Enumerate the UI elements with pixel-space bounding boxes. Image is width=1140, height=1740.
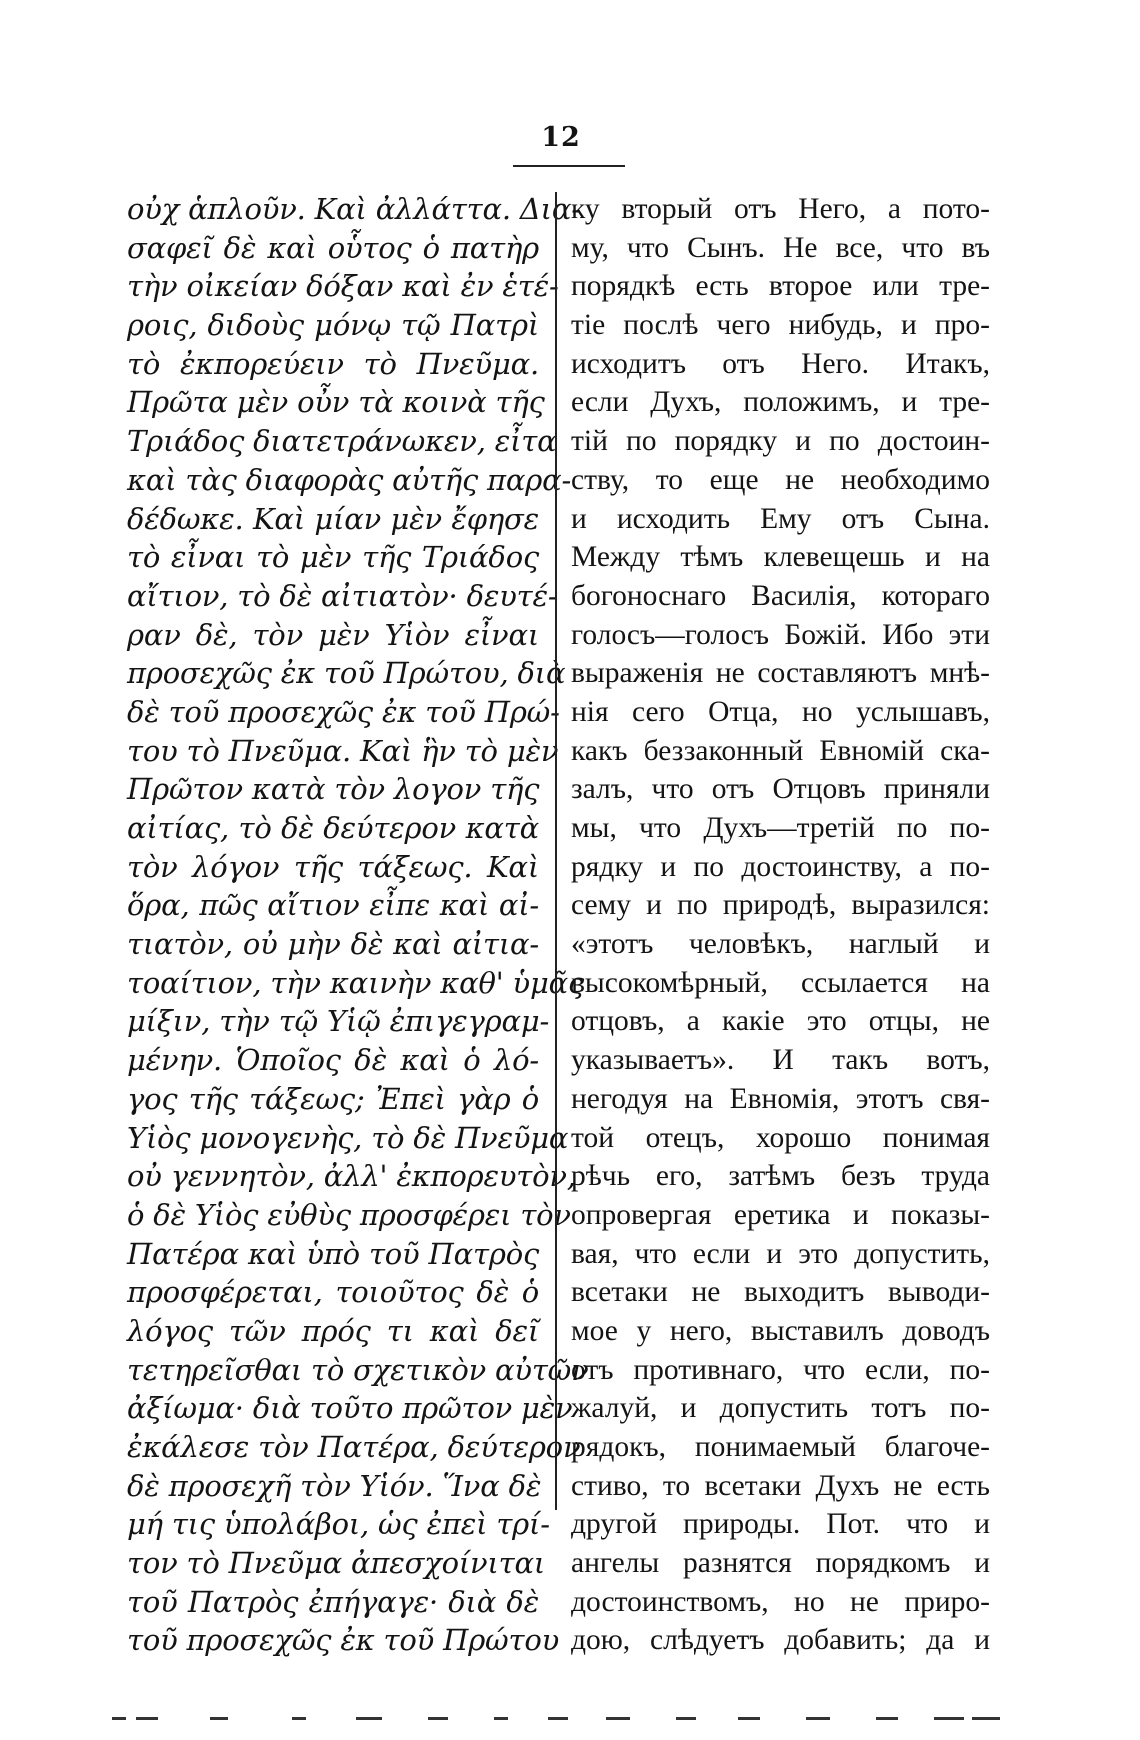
greek-text-line: μίξιν, τὴν τῷ Υἱῷ ἐπιγεγραμ-: [127, 1004, 550, 1039]
greek-text-line: του τὸ Πνεῦμα. Καὶ ἣν τὸ μὲν: [127, 733, 559, 768]
greek-text-line: δὲ προσεχῆ τὸν Υἱόν. Ἵνα δὲ: [127, 1468, 542, 1503]
russian-text-line: му, что Сынъ. Не все, что въ: [571, 231, 990, 264]
greek-text-column: [127, 190, 589, 1660]
russian-text-line: порядкѣ есть второе или тре-: [571, 270, 990, 303]
greek-text-line: ὅρα, πῶς αἴτιον εἶπε καὶ αἰ-: [127, 888, 539, 923]
printer-dash: [292, 1717, 306, 1720]
russian-text-line: Между тѣмъ клевещешь и на: [571, 541, 990, 574]
greek-text-line: τον τὸ Πνεῦμα ἀπεσχοίνιται: [127, 1546, 546, 1581]
greek-text-line: τὸ εἶναι τὸ μὲν τῆς Τριάδος: [127, 540, 539, 575]
russian-text-line: отъ противнаго, что если, по-: [571, 1353, 990, 1386]
greek-text-line: τὴν οἰκείαν δόξαν καὶ ἐν ἑτέ-: [127, 269, 559, 304]
greek-text-line: τὸ ἐκπορεύειν τὸ Πνεῦμα.: [127, 346, 539, 381]
russian-text-line: голосъ—голосъ Божій. Ибо эти: [571, 618, 990, 651]
column-divider: [555, 192, 557, 1510]
greek-text-line: τιατὸν, οὐ μὴν δὲ καὶ αἰτια-: [127, 927, 539, 962]
greek-text-line: προσφέρεται, τοιοῦτος δὲ ὁ: [127, 1275, 539, 1310]
page-number: 12: [541, 122, 581, 153]
russian-text-line: тій по порядку и по достоин-: [571, 425, 990, 458]
greek-text-line: Πρῶτον κατὰ τὸν λογον τῆς: [127, 772, 540, 807]
russian-text-line: залъ, что отъ Отцовъ приняли: [571, 773, 990, 806]
russian-text-line: богоноснаго Василія, котораго: [571, 579, 990, 612]
greek-text-line: τοῦ Πατρὸς ἐπήγαγε· διὰ δὲ: [127, 1584, 539, 1619]
printer-dash: [428, 1717, 448, 1720]
printer-dash: [136, 1717, 158, 1720]
russian-text-line: какъ беззаконный Евномій ска-: [571, 734, 990, 767]
printer-dash: [676, 1717, 696, 1720]
greek-text-line: τὸν λόγον τῆς τάξεως. Καὶ: [127, 849, 539, 884]
greek-text-line: τετηρεῖσθαι τὸ σχετικὸν αὐτῶν: [127, 1352, 589, 1387]
russian-text-line: той отецъ, хорошо понимая: [571, 1121, 990, 1154]
greek-text-line: τοαίτιον, τὴν καινὴν καθ' ὑμᾶς: [127, 965, 585, 1000]
greek-text-line: τοῦ προσεχῶς ἐκ τοῦ Πρώτου: [127, 1623, 560, 1658]
greek-text-line: ἐκάλεσε τὸν Πατέρα, δεύτερον: [127, 1430, 581, 1464]
russian-text-line: ангелы разнятся порядкомъ и: [571, 1547, 990, 1580]
greek-text-line: μή τις ὑπολάβοι, ὡς ἐπεὶ τρί-: [127, 1507, 550, 1542]
printer-dash: [606, 1717, 630, 1720]
greek-text-line: ἀξίωμα· διὰ τοῦτο πρῶτον μὲν: [127, 1391, 573, 1426]
russian-text-line: негодуя на Евномія, этотъ свя-: [571, 1082, 990, 1115]
russian-text-line: рядокъ, понимаемый благоче-: [571, 1431, 990, 1463]
russian-text-line: тіе послѣ чего нибудь, и про-: [571, 309, 990, 342]
russian-text-line: другой природы. Пот. что и: [571, 1508, 990, 1541]
greek-text-line: λόγος τῶν πρός τι καὶ δεῖ: [127, 1313, 539, 1348]
greek-text-line: αἴτιον, τὸ δὲ αἰτιατὸν· δευτέ-: [127, 578, 558, 613]
russian-text-line: и исходить Ему отъ Сына.: [571, 502, 990, 535]
greek-text-line: Πατέρα καὶ ὑπὸ τοῦ Πατρὸς: [127, 1236, 539, 1271]
greek-text-line: Υἱὸς μονογενὴς, τὸ δὲ Πνεῦμα: [127, 1120, 569, 1155]
russian-text-line: сему и по природѣ, выразился:: [571, 889, 990, 922]
greek-text-line: σαφεῖ δὲ καὶ οὗτος ὁ πατὴρ: [127, 230, 539, 265]
bottom-printer-dashes: [0, 1717, 1140, 1721]
russian-text-line: «этотъ человѣкъ, наглый и: [571, 928, 990, 961]
russian-text-line: достоинствомъ, но не приро-: [571, 1585, 990, 1618]
russian-text-line: отцовъ, а какіе это отцы, не: [571, 1005, 990, 1038]
greek-text-line: οὐχ ἁπλοῦν. Καὶ ἀλλάττα. Δια-: [127, 192, 581, 226]
printer-dash: [934, 1717, 964, 1720]
printer-dash: [972, 1717, 1000, 1720]
printer-dash: [210, 1717, 228, 1720]
russian-text-line: мы, что Духъ—третій по по-: [571, 812, 990, 844]
printer-dash: [494, 1717, 508, 1720]
russian-text-line: дою, слѣдуетъ добавить; да и: [571, 1624, 990, 1657]
greek-text-line: προσεχῶς ἐκ τοῦ Πρώτου, διὰ: [127, 656, 566, 691]
printer-dash: [548, 1717, 568, 1720]
header-rule: [513, 165, 625, 167]
russian-text-line: рѣчь его, затѣмъ безъ труда: [571, 1160, 990, 1193]
greek-text-line: οὐ γεννητὸν, ἀλλ' ἐκπορευτὸν,: [127, 1159, 576, 1194]
russian-text-line: жалуй, и допустить тотъ по-: [571, 1392, 990, 1425]
russian-text-line: стиво, то всетаки Духъ не есть: [571, 1469, 990, 1502]
russian-text-line: ку вторый отъ Него, а пото-: [571, 193, 990, 225]
greek-text-line: Πρῶτα μὲν οὖν τὰ κοινὰ τῆς: [127, 385, 545, 420]
greek-text-line: γος τῆς τάξεως; Ἐπεὶ γὰρ ὁ: [127, 1081, 539, 1116]
russian-text-line: указываетъ». И такъ вотъ,: [571, 1044, 990, 1077]
russian-text-line: опровергая еретика и показы-: [571, 1198, 990, 1231]
greek-text-line: Τριάδος διατετράνωκεν, εἶτα: [127, 424, 557, 459]
russian-text-line: ству, то еще не необходимо: [571, 463, 990, 496]
russian-text-line: вая, что если и это допустить,: [571, 1237, 990, 1270]
greek-text-line: μένην. Ὁποῖος δὲ καὶ ὁ λό-: [127, 1043, 539, 1078]
russian-text-line: нія сего Отца, но услышавъ,: [571, 695, 990, 728]
russian-text-line: всетаки не выходитъ выводи-: [571, 1276, 990, 1309]
printer-dash: [356, 1717, 382, 1720]
russian-text-line: высокомѣрный, ссылается на: [571, 966, 990, 999]
greek-text-line: αἰτίας, τὸ δὲ δεύτερον κατὰ: [127, 811, 539, 845]
greek-text-line: ὁ δὲ Υἱὸς εὐθὺς προσφέρει τὸν: [127, 1197, 571, 1232]
russian-text-line: если Духъ, положимъ, и тре-: [571, 386, 990, 419]
russian-text-line: мое у него, выставилъ доводъ: [571, 1314, 990, 1347]
printer-dash: [806, 1717, 830, 1720]
russian-text-line: выраженія не составляютъ мнѣ-: [571, 657, 990, 690]
greek-text-line: ροις, διδοὺς μόνῳ τῷ Πατρὶ: [127, 308, 539, 343]
greek-text-line: δὲ τοῦ προσεχῶς ἐκ τοῦ Πρώ-: [127, 694, 560, 729]
greek-text-line: καὶ τὰς διαφορὰς αὐτῆς παρα-: [127, 462, 572, 497]
russian-text-line: рядку и по достоинству, а по-: [571, 850, 990, 883]
greek-text-line: ραν δὲ, τὸν μὲν Υἱὸν εἶναι: [127, 617, 539, 652]
printer-dash: [112, 1717, 126, 1720]
greek-text-line: δέδωκε. Καὶ μίαν μὲν ἔφησε: [127, 501, 539, 536]
printer-dash: [876, 1717, 898, 1720]
russian-text-line: исходитъ отъ Него. Итакъ,: [571, 347, 990, 380]
printer-dash: [738, 1717, 760, 1720]
russian-text-column: [571, 190, 990, 1660]
